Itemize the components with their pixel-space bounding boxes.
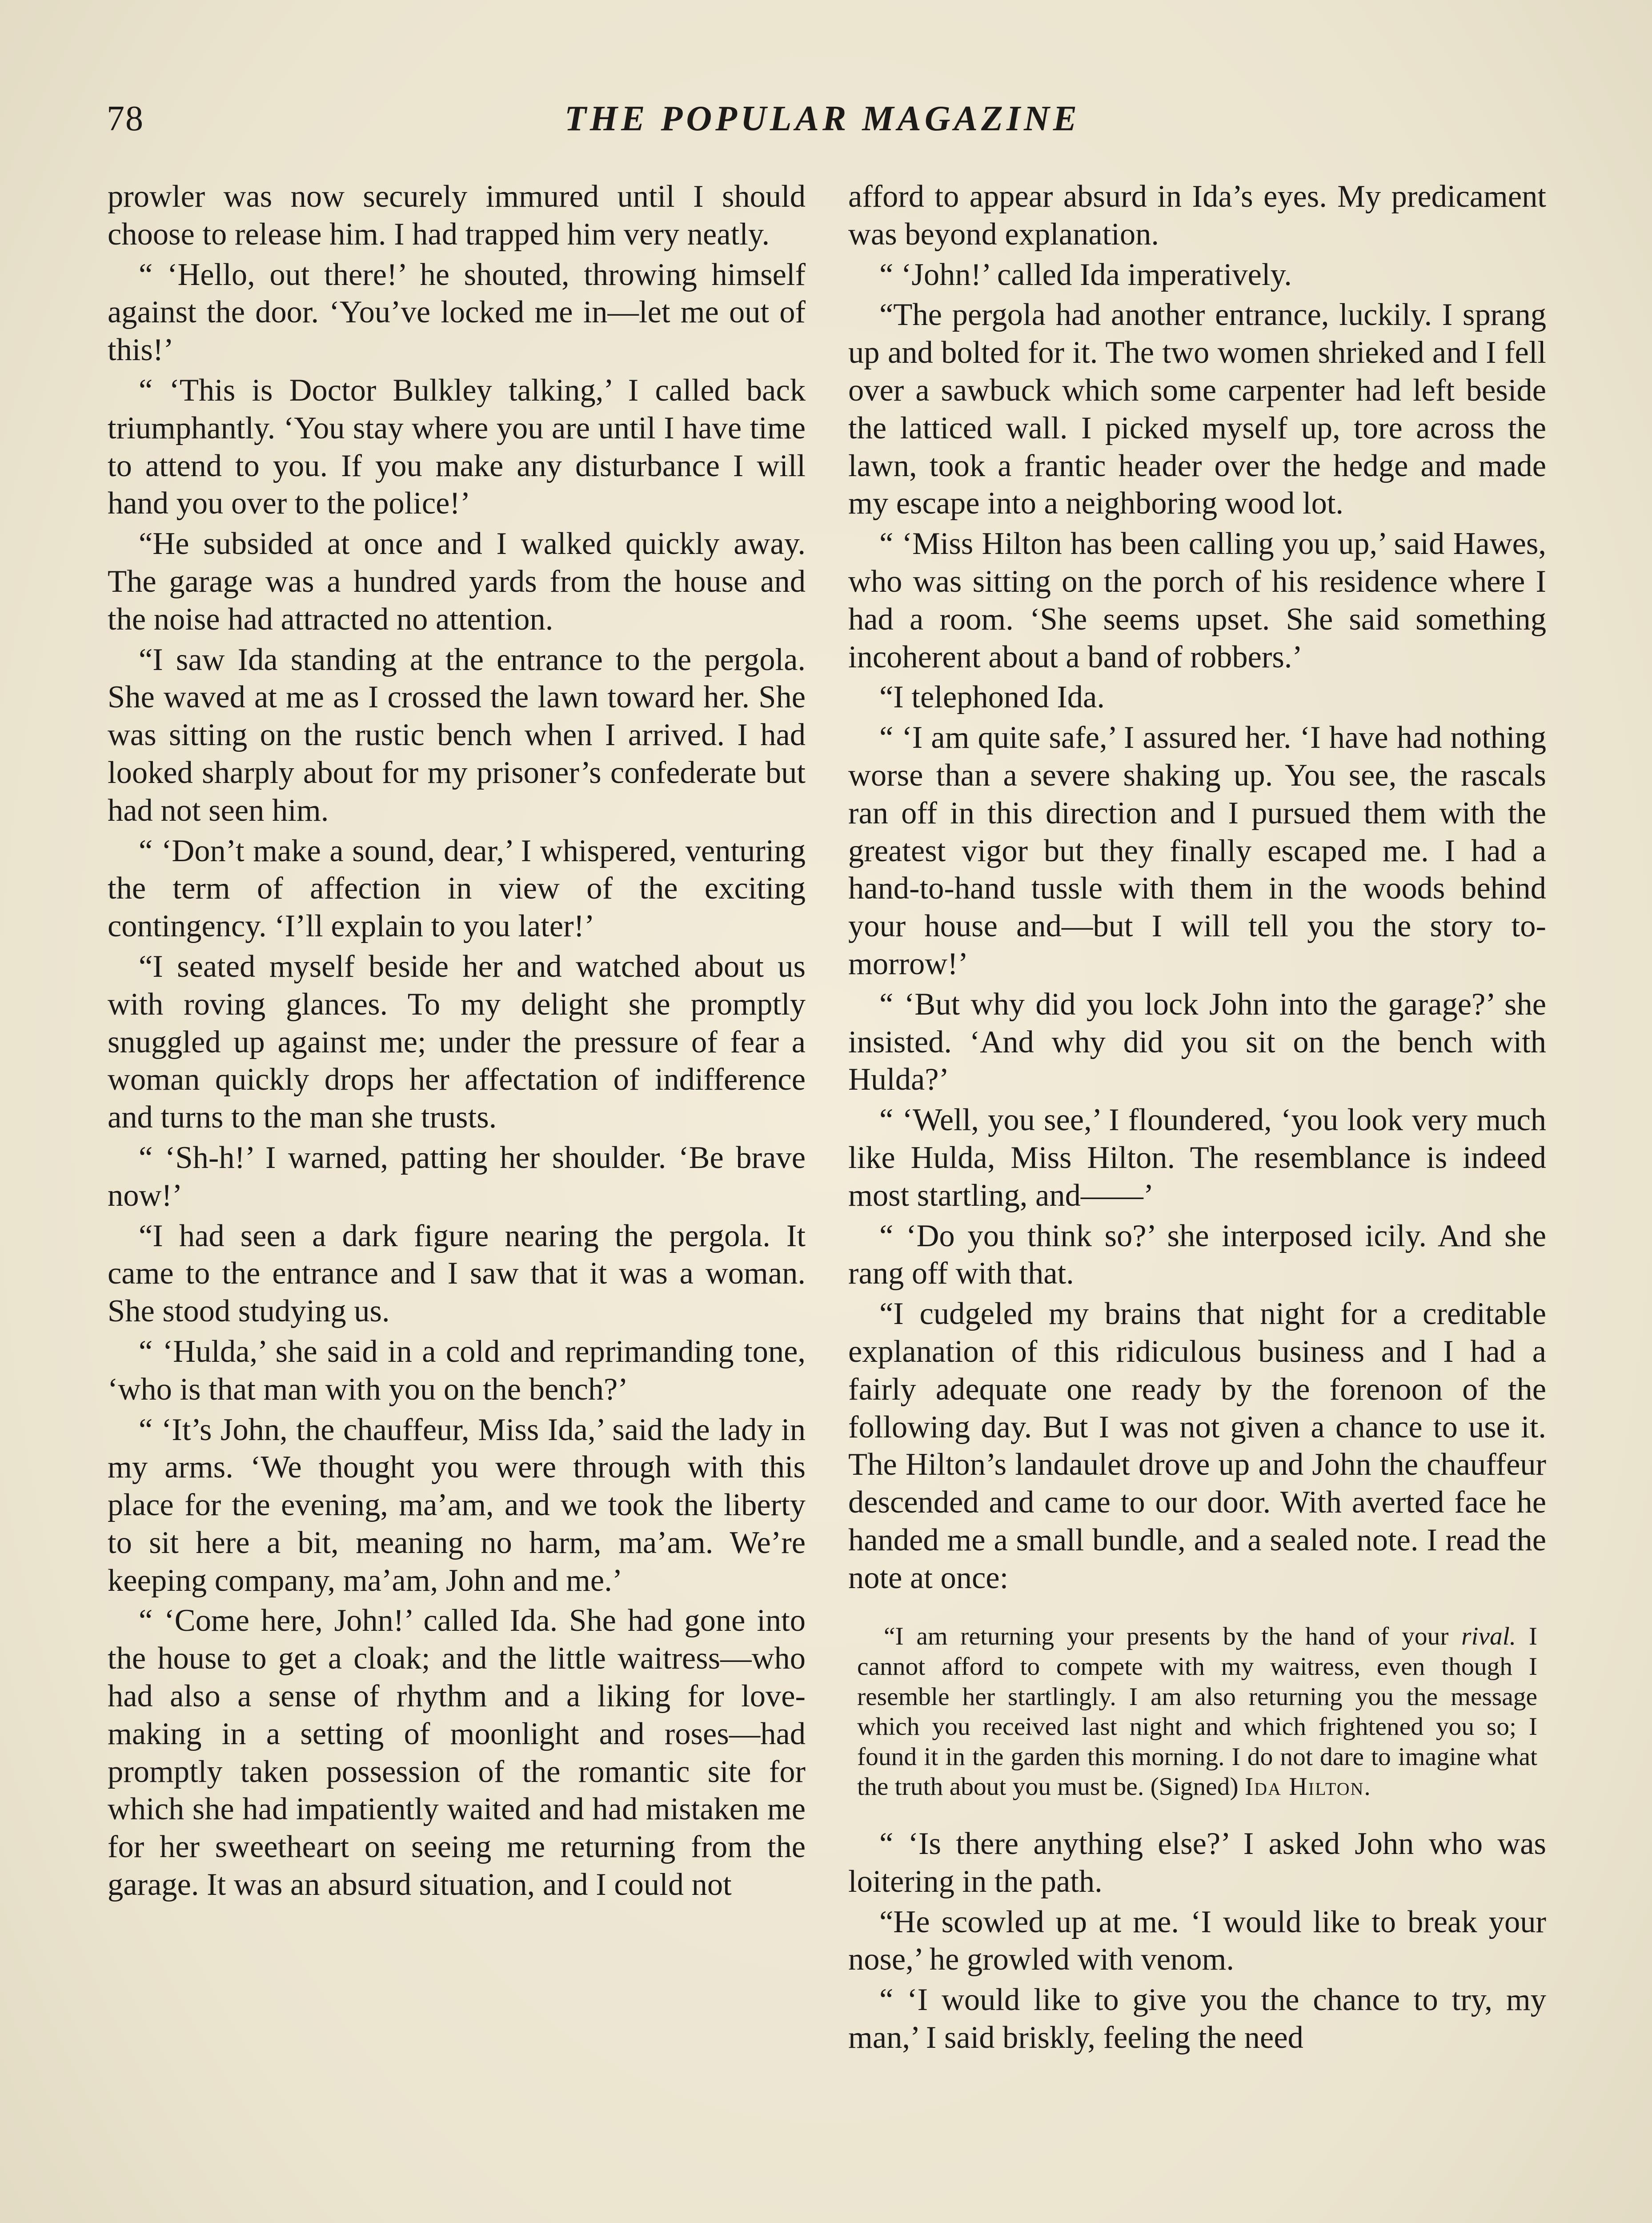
body-paragraph: “ ‘Sh-h!’ I warned, patting her shoulder. ‘Be brave now!’ — [108, 1140, 806, 1213]
page-number: 78 — [107, 99, 144, 138]
body-paragraph: “ ‘It’s John, the chauffeur, Miss Ida,’ said the lady in my arms. ‘We thought you were through with this place for the evening, ma’am, and we took the liberty to sit here a bit, meaning no harm, ma’am. We’re keeping company, ma’am, John and me.’ — [108, 1412, 806, 1598]
body-paragraph: “ ‘Hello, out there!’ he shouted, throwing himself against the door. ‘You’ve locked me in—let me out of this!’ — [108, 257, 806, 368]
note-text-end: I cannot afford to compete with my waitress, even though I resemble her startlingly. I am also returning you the message which you received last night and which frightened you so; I found it in the garden this morning. I do not dare to imagine what the truth about you must be. (Signed) — [857, 1622, 1537, 1801]
right-column-top-paragraphs — [848, 178, 1546, 1597]
body-paragraph: “ ‘Is there anything else?’ I asked John who was loitering in the path. — [848, 1826, 1546, 1899]
body-paragraph: “ ‘Don’t make a sound, dear,’ I whispered, venturing the term of affection in view of the exciting contingency. ‘I’ll explain to you later!’ — [108, 833, 806, 944]
left-text-column — [108, 178, 806, 1906]
body-paragraph: “I had seen a dark figure nearing the pergola. It came to the entrance and I saw that it was a woman. She stood studying us. — [108, 1218, 806, 1329]
body-paragraph: “ ‘Do you think so?’ she interposed icily. And she rang off with that. — [848, 1218, 1546, 1291]
body-paragraph: “ ‘Miss Hilton has been calling you up,’ said Hawes, who was sitting on the porch of his residence where I had a room. ‘She seems upset. She said something incoherent about a band of robbers.’ — [848, 526, 1546, 674]
body-paragraph: “I seated myself beside her and watched about us with roving glances. To my delight she promptly snuggled up against me; under the pressure of fear a woman quickly drops her affectation of indifference and turns to the man she trusts. — [108, 949, 806, 1135]
quoted-note — [857, 1621, 1537, 1802]
right-column-bottom-paragraphs — [848, 1825, 1546, 2057]
body-paragraph: “ ‘This is Doctor Bulkley talking,’ I called back triumphantly. ‘You stay where you are until I have time to attend to you. If you make any disturbance I will hand you over to the police!’ — [108, 373, 806, 521]
body-paragraph: “ ‘Well, you see,’ I floundered, ‘you look very much like Hulda, Miss Hilton. The resemblance is indeed most startling, and——’ — [848, 1103, 1546, 1213]
body-paragraph: “I cudgeled my brains that night for a creditable explanation of this ridiculous business and I had a fairly adequate one ready by the forenoon of the following day. But I was not given a chance to use it. The Hilton’s landaulet drove up and John the chauffeur descended and came to our door. With averted face he handed me a small bundle, and a sealed note. I read the note at once: — [848, 1296, 1546, 1595]
right-text-column — [848, 178, 1546, 2059]
body-paragraph: prowler was now securely immured until I should choose to release him. I had trapped him very neatly. — [108, 179, 806, 252]
body-paragraph: “He subsided at once and I walked quickly away. The garage was a hundred yards from the house and the noise had attracted no attention. — [108, 526, 806, 637]
note-italic-word: rival. — [1461, 1622, 1516, 1651]
body-paragraph: “ ‘But why did you lock John into the garage?’ she insisted. ‘And why did you sit on the bench with Hulda?’ — [848, 987, 1546, 1097]
body-paragraph: “I telephoned Ida. — [879, 680, 1105, 715]
body-paragraph: “ ‘I would like to give you the chance to try, my man,’ I said briskly, feeling the need — [848, 1982, 1546, 2055]
body-paragraph: afford to appear absurd in Ida’s eyes. My predicament was beyond explanation. — [848, 179, 1546, 252]
body-paragraph: “The pergola had another entrance, luckily. I sprang up and bolted for it. The two women shrieked and I fell over a sawbuck which some carpenter had left beside the latticed wall. I picked myself up, tore across the lawn, took a frantic header over the hedge and made my escape into a neighboring wood lot. — [848, 297, 1546, 521]
note-paragraph — [857, 1621, 1537, 1802]
body-paragraph: “He scowled up at me. ‘I would like to break your nose,’ he growled with venom. — [848, 1904, 1546, 1977]
body-paragraph: “ ‘Hulda,’ she said in a cold and reprimanding tone, ‘who is that man with you on the bench?’ — [108, 1334, 806, 1407]
note-text-start: “I am returning your presents by the hand of your — [884, 1622, 1462, 1651]
running-head-title: THE POPULAR MAGAZINE — [565, 99, 1081, 138]
body-paragraph: “ ‘John!’ called Ida imperatively. — [879, 257, 1292, 292]
body-paragraph: “ ‘I am quite safe,’ I assured her. ‘I have had nothing worse than a severe shaking up. You see, the rascals ran off in this direction and I pursued them with the greatest vigor but they finally escaped me. I had a hand-to-hand tussle with them in the woods behind your house and—but I will tell you the story to-morrow!’ — [848, 720, 1546, 981]
note-signature: Ida Hilton. — [1244, 1773, 1371, 1801]
body-paragraph: “ ‘Come here, John!’ called Ida. She had gone into the house to get a cloak; and the little waitress—who had also a sense of rhythm and a liking for love-making in a setting of moonlight and roses—had promptly taken possession of the romantic site for which she had impatiently waited and had mistaken me for her sweetheart on seeing me returning from the garage. It was an absurd situation, and I could not — [108, 1603, 806, 1902]
body-paragraph: “I saw Ida standing at the entrance to the pergola. She waved at me as I crossed the lawn toward her. She was sitting on the rustic bench when I arrived. I had looked sharply about for my prisoner’s confederate but had not seen him. — [108, 642, 806, 828]
